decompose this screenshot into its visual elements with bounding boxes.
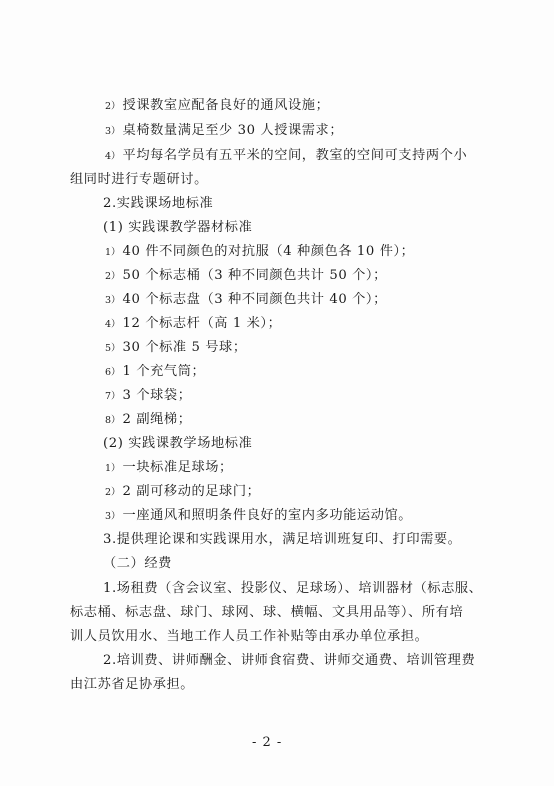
line-text: 标志桶、标志盘、球门、球网、球、横幅、文具用品等）、所有培 [70, 605, 464, 620]
list-item [105, 314, 281, 335]
text-line [70, 627, 428, 647]
subsection-heading [103, 218, 252, 238]
list-item [105, 482, 260, 503]
list-item [105, 338, 247, 359]
list-marker: 1） [105, 247, 121, 258]
line-text: (2) 实践课教学场地标准 [103, 436, 253, 451]
list-marker: 7） [105, 391, 121, 402]
list-item [105, 410, 191, 431]
line-text: 3.提供理论课和实践课用水，满足培训班复印、打印需要。 [103, 532, 462, 547]
line-text: 40 个标志盘（3 种不同颜色共计 40 个）； [122, 292, 387, 307]
line-text: 2 副绳梯； [122, 412, 192, 427]
list-item [105, 146, 467, 167]
list-marker: 5） [105, 343, 121, 354]
section-heading [103, 554, 172, 574]
text-line [70, 675, 194, 695]
section-heading [103, 530, 461, 550]
line-text: 50 个标志桶（3 种不同颜色共计 50 个）； [122, 268, 387, 283]
list-item [105, 242, 414, 263]
line-text: 训人员饮用水、当地工作人员工作补贴等由承办单位承担。 [70, 629, 429, 644]
list-marker: 2） [105, 101, 121, 112]
line-text: 一块标准足球场； [122, 460, 233, 475]
line-text: 2.培训费、讲师酬金、讲师食宿费、讲师交通费、培训管理费 [103, 653, 476, 668]
page-number: - 2 - [252, 735, 283, 750]
list-item [105, 506, 412, 527]
subsection-heading [103, 434, 252, 454]
list-marker: 6） [105, 367, 121, 378]
text-line [70, 170, 208, 190]
line-text: (1) 实践课教学器材标准 [103, 220, 253, 235]
list-marker: 3） [105, 126, 121, 137]
line-text: 由江苏省足协承担。 [70, 677, 195, 692]
list-marker: 2） [105, 271, 121, 282]
list-marker: 8） [105, 415, 121, 426]
line-text: 授课教室应配备良好的通风设施； [122, 98, 330, 113]
list-marker: 2） [105, 487, 121, 498]
list-marker: 1） [105, 463, 121, 474]
line-text: 1 个充气筒； [122, 364, 206, 379]
line-text: 3 个球袋； [122, 388, 192, 403]
text-line [103, 651, 475, 671]
line-text: 30 个标准 5 号球； [122, 340, 247, 355]
list-item [105, 121, 343, 142]
list-marker: 3） [105, 295, 121, 306]
list-item [105, 96, 329, 117]
section-heading [103, 194, 213, 214]
line-text: 1.场租费（含会议室、投影仪、足球场）、培训器材（标志服、 [103, 581, 483, 596]
line-text: 组同时进行专题研讨。 [70, 172, 208, 187]
list-marker: 4） [105, 151, 121, 162]
list-item [105, 386, 191, 407]
line-text: （二）经费 [103, 556, 172, 571]
list-marker: 3） [105, 511, 121, 522]
line-text: 平均每名学员有五平米的空间，教室的空间可支持两个小 [122, 148, 468, 163]
line-text: 12 个标志杆（高 1 米）； [122, 316, 282, 331]
line-text: 桌椅数量满足至少 30 人授课需求； [122, 123, 344, 138]
line-text: 一座通风和照明条件良好的室内多功能运动馆。 [122, 508, 413, 523]
list-item [105, 290, 387, 311]
line-text: 2.实践课场地标准 [103, 196, 214, 211]
list-item [105, 458, 233, 479]
list-item [105, 362, 205, 383]
list-marker: 4） [105, 319, 121, 330]
text-line [70, 603, 463, 623]
line-text: 2 副可移动的足球门； [122, 484, 261, 499]
text-line [103, 579, 482, 599]
list-item [105, 266, 387, 287]
line-text: 40 件不同颜色的对抗服（4 种颜色各 10 件）； [122, 244, 415, 259]
